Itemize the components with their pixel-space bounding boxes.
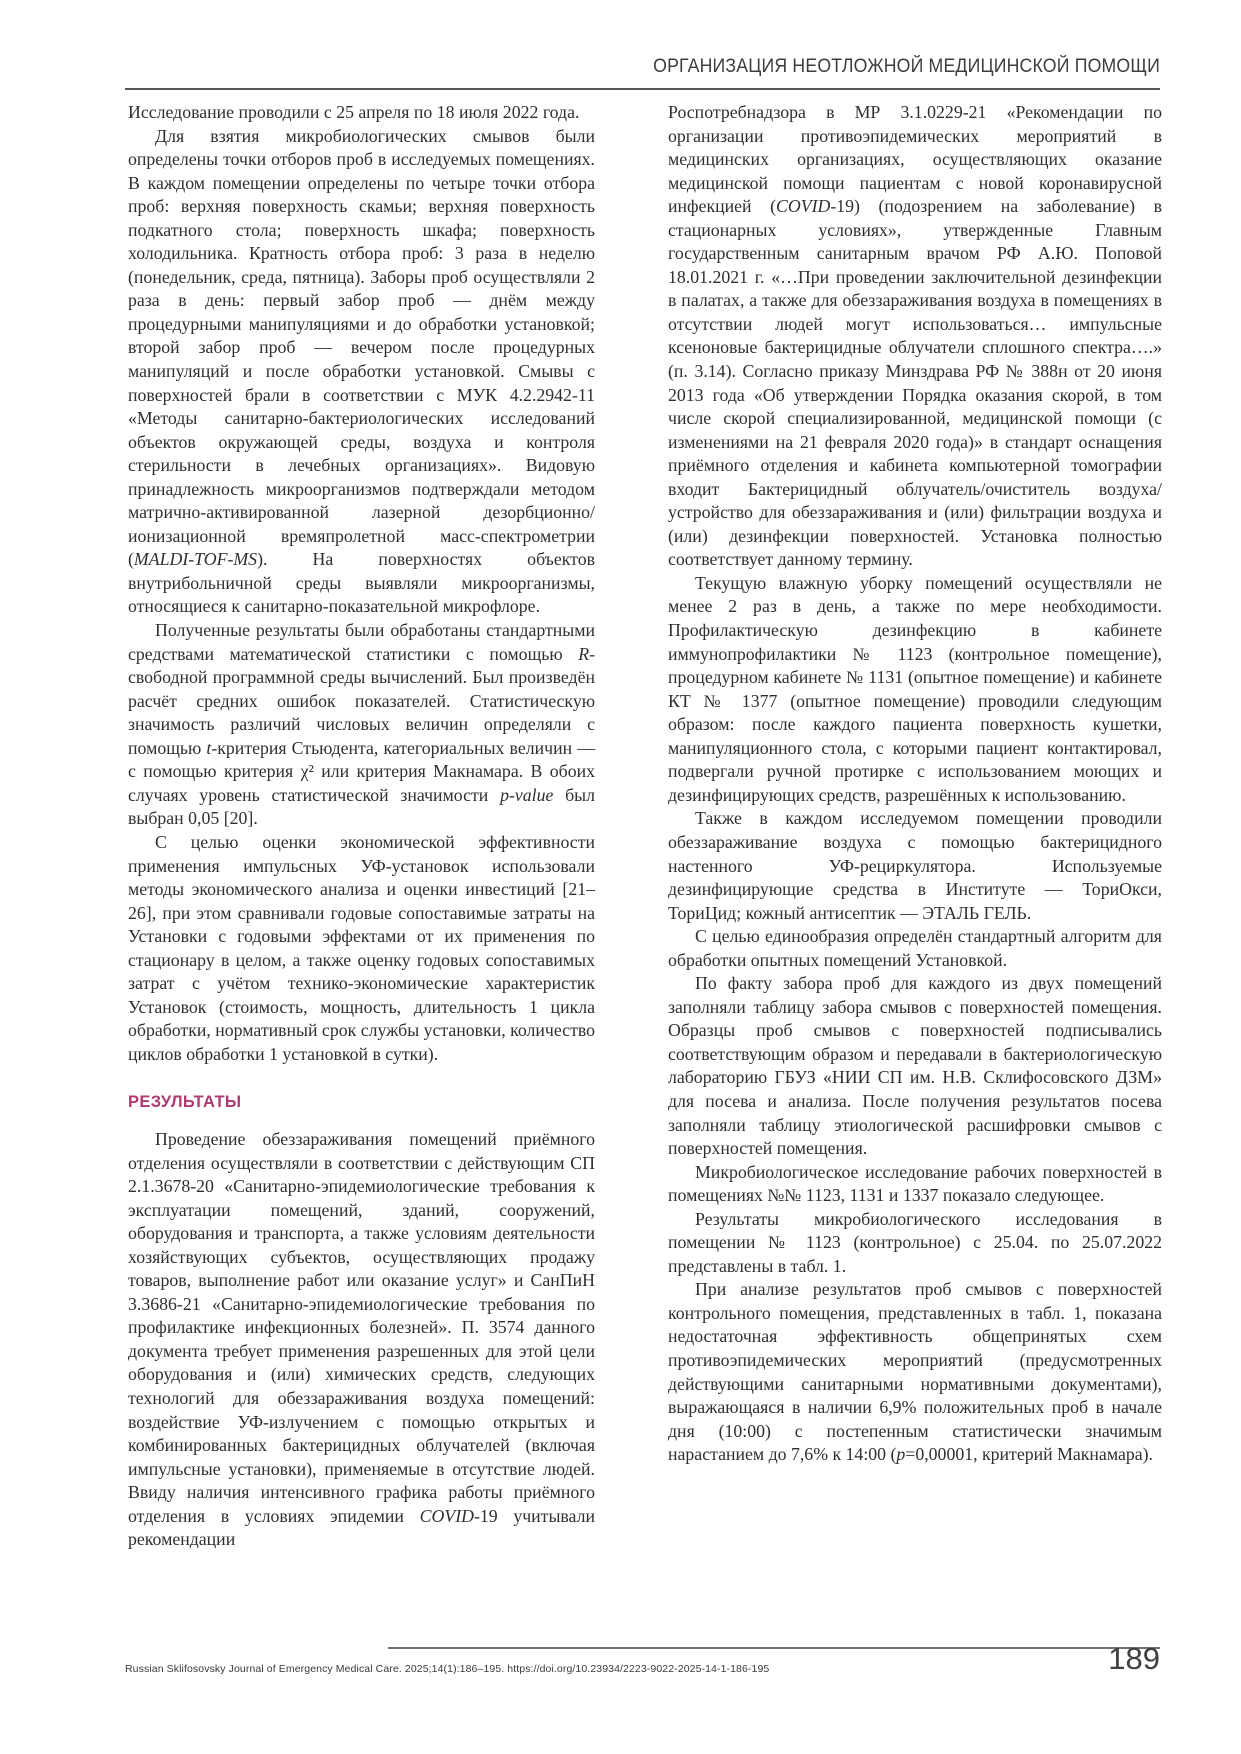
- right-column: [668, 101, 1162, 1552]
- paragraph: С целью единообразия определён стандартный алгоритм для обработки опытных помещений Установкой.: [668, 926, 1162, 970]
- paragraph: По факту забора проб для каждого из двух помещений заполняли таблицу забора смывов с поверхностей помещения. Образцы проб смывов с поверхностей подписывались соответствующим образом и передавали в бактериологическую лабораторию ГБУЗ «НИИ СП им. Н.В. Склифосовского ДЗМ» для посева и анализа. После получения результатов посева заполняли таблицу этиологической расшифровки смывов с поверхностей помещения.: [668, 973, 1162, 1159]
- paragraph: Роспотребнадзора в МР 3.1.0229-21 «Рекомендации по организации противоэпидемических мероприятий в медицинских организациях, осуществляющих оказание медицинской помощи пациентам с новой коронавирусной инфекцией (COVID-19) (подозрением на заболевание) в стационарных условиях», утвержденные Главным государственным санитарным врачом РФ А.Ю. Поповой 18.01.2021 г. «…При проведении заключительной дезинфекции в палатах, а также для обеззараживания воздуха в помещениях в отсутствии людей могут использоваться… импульсные ксеноновые бактерицидные облучатели сплошного спектра….» (п. 3.14). Согласно приказу Минздрава РФ № 388н от 20 июня 2013 года «Об утверждении Порядка оказания скорой, в том числе скорой специализированной, медицинской помощи (с изменениями на 21 февраля 2020 года)» в стандарт оснащения приёмного отделения и кабинета компьютерной томографии входит Бактерицидный облучатель/очиститель воздуха/устройство для обеззараживания и (или) фильтрации воздуха и (или) дезинфекции поверхностей. Установка полностью соответствует данному термину.: [668, 102, 1162, 570]
- paragraph: Полученные результаты были обработаны стандартными средствами математической статистики с помощью R-свободной программной среды вычислений. Был произведён расчёт средних ошибок показателей. Статистическую значимость различий числовых величин определяли с помощью t-критерия Стьюдента, категориальных величин — с помощью критерия χ² или критерия Макнамара. В обоих случаях уровень статистической значимости p-value был выбран 0,05 [20].: [128, 620, 596, 829]
- footer-divider: [388, 1647, 1160, 1649]
- paragraph: При анализе результатов проб смывов с поверхностей контрольного помещения, представленных в табл. 1, показана недостаточная эффективность общепринятых схем противоэпидемических мероприятий (предусмотренных действующими санитарными нормативными документами), выражающаяся в наличии 6,9% положительных проб в начале дня (10:00) с постепенным статистически значимым нарастанием до 7,6% к 14:00 (p=0,00001, критерий Макнамара).: [668, 1279, 1162, 1465]
- running-head: ОРГАНИЗАЦИЯ НЕОТЛОЖНОЙ МЕДИЦИНСКОЙ ПОМОЩИ: [653, 56, 1160, 77]
- paragraph: Результаты микробиологического исследования в помещении № 1123 (контрольное) с 25.04. по 25.07.2022 представлены в табл. 1.: [668, 1208, 1162, 1276]
- article-body: [128, 101, 1162, 1552]
- paragraph: Для взятия микробиологических смывов были определены точки отборов проб в исследуемых помещениях. В каждом помещении определены по четыре точки отбора проб: верхняя поверхность скамьи; верхняя поверхность подкатного стола; поверхность шкафа; поверхность холодильника. Кратность отбора проб: 3 раза в неделю (понедельник, среда, пятница). Заборы проб осуществляли 2 раза в день: первый забор проб — днём между процедурными манипуляциями и до обработки установкой; второй забор проб — вечером после процедурных манипуляций и после обработки установкой. Смывы с поверхностей брали в соответствии с МУК 4.2.2942-11 «Методы санитарно-бактериологических исследований объектов окружающей среды, воздуха и контроля стерильности в лечебных организациях». Видовую принадлежность микроорганизмов подтверждали методом матрично-активированной лазерной дезорбционно/ионизационной времяпролетной масс-спектрометрии (MALDI-TOF-MS). На поверхностях объектов внутрибольничной среды выявляли микроорганизмы, относящиеся к санитарно-показательной микрофлоре.: [128, 125, 595, 617]
- paragraph: Текущую влажную уборку помещений осуществляли не менее 2 раз в день, а также по мере необходимости. Профилактическую дезинфекцию в кабинете иммунопрофилактики № 1123 (контрольное помещение), процедурном кабинете № 1131 (опытное помещение) и кабинете КТ № 1377 (опытное помещение) проводили следующим образом: после каждого пациента поверхность кушетки, манипуляционного стола, с которыми пациент контактировал, подвергали ручной протирке с использованием моющих и дезинфицирующих средств, разрешённых к использованию.: [668, 572, 1162, 805]
- header-divider: [125, 88, 1160, 90]
- section-heading-results: РЕЗУЛЬТАТЫ: [128, 1093, 242, 1112]
- footer-citation: Russian Sklifosovsky Journal of Emergency Medical Care. 2025;14(1):186–195. https://doi.org/10.23934/2223-9022-2025-14-1-186-195: [125, 1663, 770, 1675]
- paragraph: Микробиологическое исследование рабочих поверхностей в помещениях №№ 1123, 1131 и 1337 показало следующее.: [668, 1161, 1162, 1206]
- left-column: [128, 101, 595, 1552]
- paragraph: С целью оценки экономической эффективности применения импульсных УФ-установок использовали методы экономического анализа и оценки инвестиций [21–26], при этом сравнивали годовые сопоставимые затраты на Установки с годовыми эффектами от их применения по стационару в целом, а также оценку годовых сопоставимых затрат с учётом технико-экономические характеристик Установок (стоимость, мощность, длительность 1 цикла обработки, нормативный срок службы установки, количество циклов обработки 1 установкой в сутки).: [128, 831, 595, 1064]
- page-number: 189: [1108, 1641, 1160, 1676]
- paragraph: Исследование проводили с 25 апреля по 18 июля 2022 года.: [128, 102, 580, 122]
- paragraph: Также в каждом исследуемом помещении проводили обеззараживание воздуха с помощью бактерицидного настенного УФ-рециркулятора. Используемые дезинфицирующие средства в Институте — ТориОкси, ТориЦид; кожный антисептик — ЭТАЛЬ ГЕЛЬ.: [668, 808, 1162, 923]
- paragraph: Проведение обеззараживания помещений приёмного отделения осуществляли в соответствии с действующим СП 2.1.3678-20 «Санитарно-эпидемиологические требования к эксплуатации помещений, зданий, сооружений, оборудования и транспорта, а также условиям деятельности хозяйствующих субъектов, осуществляющих продажу товаров, выполнение работ или оказание услуг» и СанПиН 3.3686-21 «Санитарно-эпидемиологические требования по профилактике инфекционных болезней». П. 3574 данного документа требует применения разрешенных для этой цели оборудования и (или) химических средств, следующих технологий для обеззараживания воздуха помещений: воздействие УФ-излучением с помощью открытых и комбинированных бактерицидных облучателей (включая импульсные установки), применяемые в отсутствие людей. Ввиду наличия интенсивного графика работы приёмного отделения в условиях эпидемии COVID-19 учитывали рекомендации: [128, 1128, 595, 1550]
